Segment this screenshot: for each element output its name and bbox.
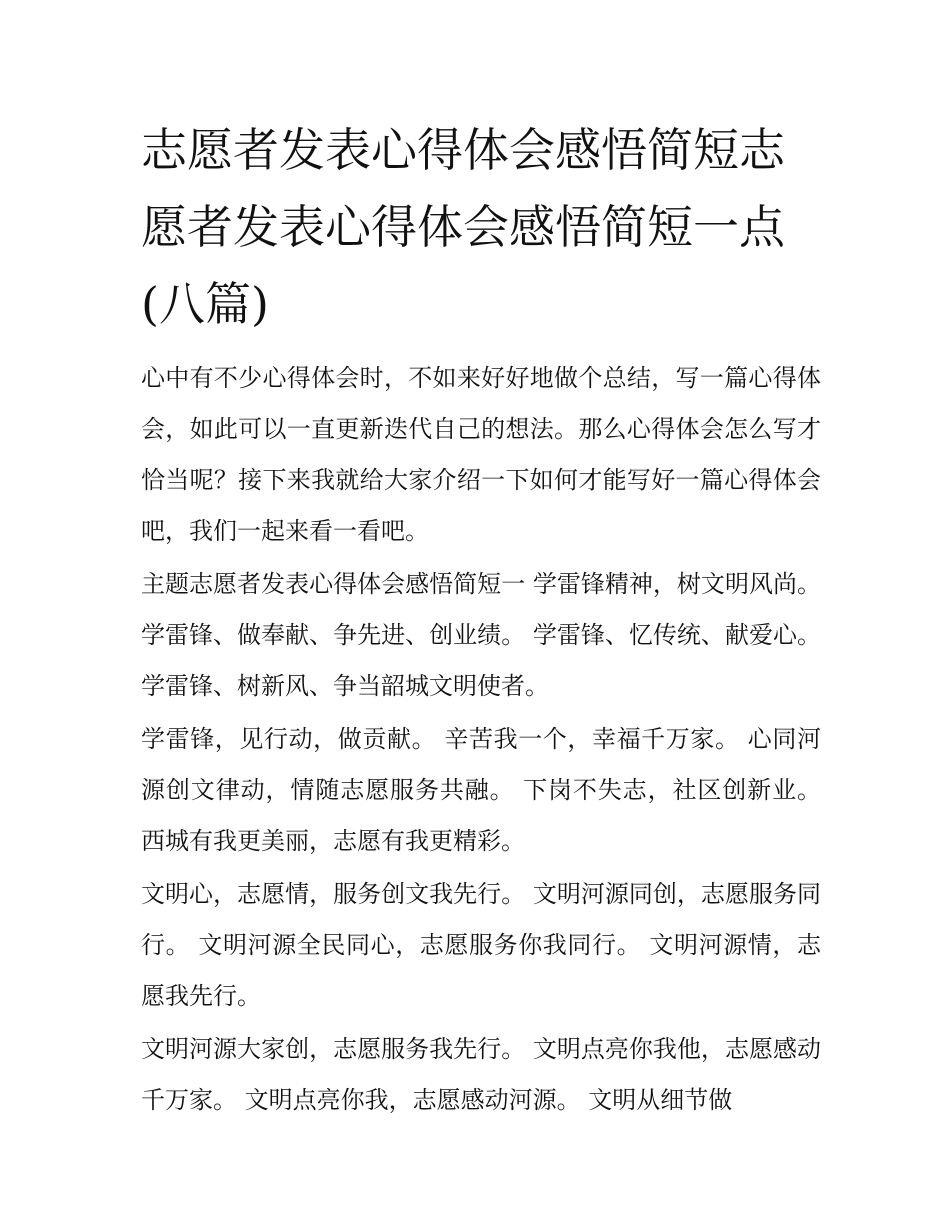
paragraph-theme: 主题志愿者发表心得体会感悟简短一 学雷锋精神，树文明风尚。 学雷锋、做奉献、争先进、创业绩。 学雷锋、忆传统、献爱心。 学雷锋、树新风、争当韶城文明使者。 <box>141 570 821 700</box>
paragraph-intro: 心中有不少心得体会时，不如来好好地做个总结，写一篇心得体会，如此可以一直更新迭代自己的想法。那么心得体会怎么写才恰当呢？接下来我就给大家介绍一下如何才能写好一篇心得体会吧，我们一起来看一看吧。 <box>141 364 821 545</box>
document-body <box>141 112 821 1128</box>
paragraph-slogans-1: 学雷锋，见行动，做贡献。 辛苦我一个，幸福千万家。 心同河源创文律动，情随志愿服务共融。 下岗不失志，社区创新业。 西城有我更美丽，志愿有我更精彩。 <box>141 725 821 855</box>
document-title: 志愿者发表心得体会感悟简短志愿者发表心得体会感悟简短一点(八篇) <box>141 123 785 331</box>
paragraph-slogans-3: 文明河源大家创，志愿服务我先行。 文明点亮你我他，志愿感动千万家。 文明点亮你我，志愿感动河源。 文明从细节做 <box>141 1035 821 1114</box>
paragraph-slogans-2: 文明心，志愿情，服务创文我先行。 文明河源同创，志愿服务同行。 文明河源全民同心，志愿服务你我同行。 文明河源情，志愿我先行。 <box>141 880 821 1010</box>
